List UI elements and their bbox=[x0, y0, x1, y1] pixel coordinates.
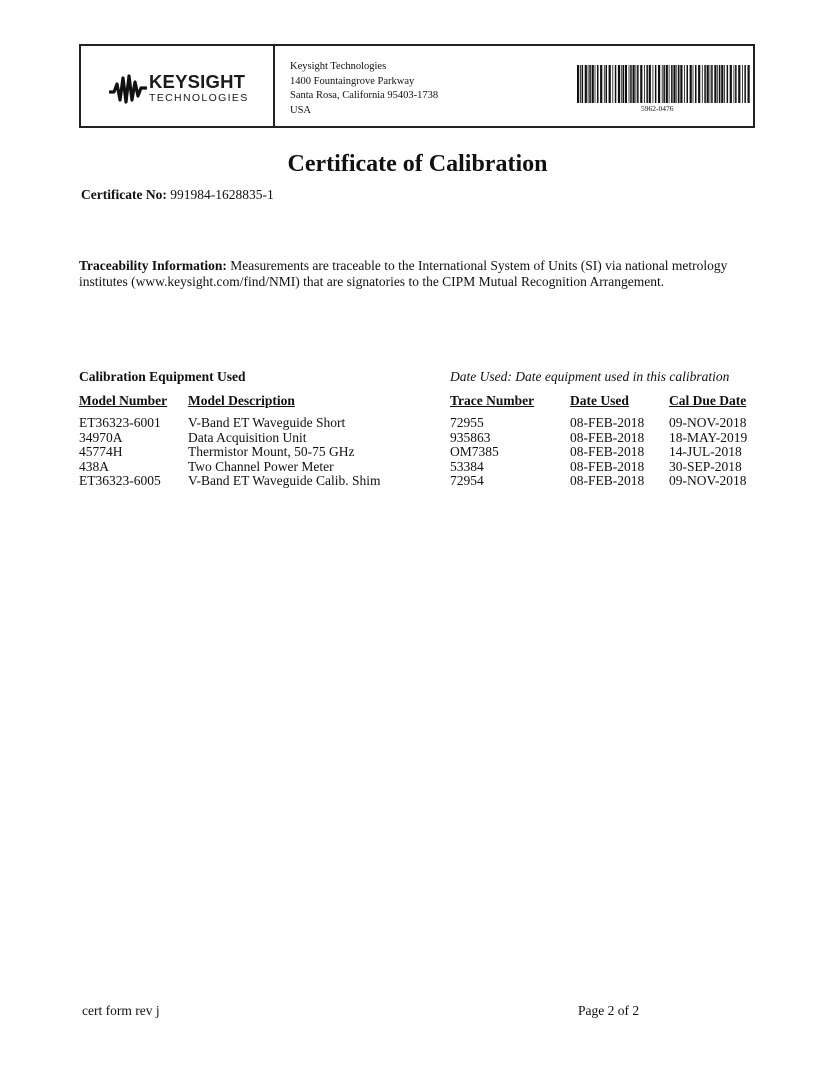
trace-number: 53384 bbox=[450, 458, 484, 474]
address-line: 1400 Fountaingrove Parkway bbox=[290, 75, 415, 87]
barcode-bar bbox=[609, 65, 611, 103]
table-row bbox=[0, 416, 835, 431]
barcode-bar bbox=[744, 65, 746, 103]
barcode-bar bbox=[630, 65, 632, 103]
company-address bbox=[290, 60, 438, 118]
barcode-bar bbox=[666, 65, 668, 103]
barcode-bar bbox=[719, 65, 721, 103]
page-title: Certificate of Calibration bbox=[287, 151, 548, 177]
model-number: 45774H bbox=[79, 444, 123, 459]
barcode-bar bbox=[724, 65, 725, 103]
model-number: ET36323-6001 bbox=[79, 415, 161, 430]
barcode-bar bbox=[717, 65, 718, 103]
date-used: 08-FEB-2018 bbox=[570, 415, 645, 430]
column-header-model-number: Model Number bbox=[79, 393, 168, 408]
cal-due-date: 09-NOV-2018 bbox=[669, 473, 747, 488]
barcode-bar bbox=[669, 65, 670, 103]
barcode-bar bbox=[662, 65, 663, 103]
trace-number: 72955 bbox=[450, 415, 484, 430]
address-line: USA bbox=[290, 104, 312, 116]
barcode bbox=[577, 65, 751, 103]
barcode-bar bbox=[585, 65, 587, 103]
barcode-bar bbox=[625, 65, 627, 103]
table-row bbox=[0, 431, 835, 446]
table-row bbox=[0, 460, 835, 475]
barcode-bar bbox=[633, 65, 635, 103]
date-used: 08-FEB-2018 bbox=[570, 458, 645, 474]
barcode-bar bbox=[604, 65, 605, 103]
barcode-bar bbox=[714, 65, 716, 103]
barcode-bar bbox=[727, 65, 729, 103]
logo-word: KEYSIGHT bbox=[149, 71, 246, 92]
barcode-bar bbox=[637, 65, 639, 103]
barcode-bar bbox=[629, 65, 630, 103]
cal-due-date: 30-SEP-2018 bbox=[669, 458, 742, 474]
barcode-bar bbox=[678, 65, 680, 103]
column-header-model-description: Model Description bbox=[188, 393, 295, 408]
cal-due-date: 09-NOV-2018 bbox=[669, 415, 747, 430]
barcode-bar bbox=[640, 65, 642, 103]
barcode-bar bbox=[695, 65, 697, 103]
barcode-bar bbox=[600, 65, 602, 103]
table-row bbox=[0, 474, 835, 489]
barcode-bar bbox=[580, 65, 581, 103]
table-row bbox=[0, 445, 835, 460]
equipment-section-title: Calibration Equipment Used bbox=[79, 369, 246, 384]
barcode-bar bbox=[592, 65, 594, 103]
barcode-bar bbox=[649, 65, 651, 103]
date-used: 08-FEB-2018 bbox=[570, 473, 645, 488]
barcode-bar bbox=[646, 65, 648, 103]
header-box bbox=[79, 44, 755, 128]
address-line: Keysight Technologies bbox=[290, 61, 387, 72]
column-header-cal-due-date: Cal Due Date bbox=[669, 393, 747, 408]
trace-number: 72954 bbox=[450, 473, 484, 488]
model-number: 34970A bbox=[79, 429, 123, 445]
certificate-value: 991984-1628835-1 bbox=[170, 187, 274, 202]
barcode-bar bbox=[655, 65, 657, 103]
barcode-bar bbox=[738, 65, 740, 103]
barcode-bar bbox=[676, 65, 677, 103]
cal-due-date: 18-MAY-2019 bbox=[669, 429, 748, 445]
barcode-bar bbox=[653, 65, 654, 103]
trace-number: OM7385 bbox=[450, 444, 499, 459]
barcode-bar bbox=[707, 65, 709, 103]
barcode-bar bbox=[702, 65, 703, 103]
certificate-label: Certificate No: bbox=[81, 187, 167, 202]
barcode-bar bbox=[690, 65, 692, 103]
barcode-bar bbox=[588, 65, 589, 103]
certificate-number bbox=[81, 187, 274, 203]
barcode-number: 5962-0476 bbox=[641, 104, 674, 113]
form-revision: cert form rev j bbox=[82, 1003, 160, 1018]
address-line: Santa Rosa, California 95403-1738 bbox=[290, 90, 439, 101]
barcode-bar bbox=[644, 65, 645, 103]
model-description: Data Acquisition Unit bbox=[188, 429, 307, 445]
barcode-bar bbox=[618, 65, 620, 103]
barcode-bar bbox=[680, 65, 682, 103]
barcode-bar bbox=[673, 65, 675, 103]
barcode-bar bbox=[597, 65, 599, 103]
logo-sub: TECHNOLOGIES bbox=[149, 92, 249, 104]
barcode-bar bbox=[589, 65, 591, 103]
barcode-bar bbox=[687, 65, 689, 103]
barcode-bar bbox=[734, 65, 735, 103]
barcode-bar bbox=[735, 65, 737, 103]
barcode-bar bbox=[606, 65, 608, 103]
date-used-note: Date Used: Date equipment used in this calibration bbox=[450, 369, 730, 384]
header-divider bbox=[273, 46, 275, 126]
barcode-bar bbox=[623, 65, 625, 103]
barcode-bar bbox=[730, 65, 732, 103]
barcode-bar bbox=[748, 65, 750, 103]
barcode-bar bbox=[742, 65, 743, 103]
keysight-logo bbox=[109, 70, 259, 110]
barcode-bar bbox=[663, 65, 665, 103]
date-used: 08-FEB-2018 bbox=[570, 429, 645, 445]
barcode-bar bbox=[582, 65, 584, 103]
barcode-bar bbox=[710, 65, 711, 103]
barcode-bar bbox=[704, 65, 706, 103]
model-number: ET36323-6005 bbox=[79, 473, 161, 488]
barcode-bar bbox=[636, 65, 637, 103]
model-description: Two Channel Power Meter bbox=[188, 458, 334, 474]
barcode-bar bbox=[615, 65, 617, 103]
column-header-date-used: Date Used bbox=[570, 393, 629, 408]
model-description: Thermistor Mount, 50-75 GHz bbox=[188, 444, 355, 459]
barcode-bar bbox=[711, 65, 713, 103]
traceability-label: Traceability Information: bbox=[79, 258, 227, 273]
barcode-bar bbox=[684, 65, 685, 103]
column-header-trace-number: Trace Number bbox=[450, 393, 535, 408]
model-description: V-Band ET Waveguide Calib. Shim bbox=[188, 473, 381, 488]
barcode-bar bbox=[621, 65, 622, 103]
barcode-bar bbox=[595, 65, 596, 103]
barcode-bar bbox=[693, 65, 694, 103]
page-number: Page 2 of 2 bbox=[578, 1003, 640, 1018]
traceability-text: Measurements are traceable to the International System of Units (SI) via national metrology institutes (www.keysight.com/find/NMI) that are signatories to the CIPM Mutual Recognition Arrangement. bbox=[79, 258, 728, 289]
traceability-info bbox=[79, 258, 759, 289]
model-number: 438A bbox=[79, 458, 109, 474]
barcode-bar bbox=[658, 65, 660, 103]
equipment-table bbox=[0, 416, 835, 489]
barcode-bar bbox=[612, 65, 613, 103]
trace-number: 935863 bbox=[450, 429, 491, 445]
barcode-bar bbox=[577, 65, 579, 103]
barcode-bar bbox=[671, 65, 673, 103]
model-description: V-Band ET Waveguide Short bbox=[188, 415, 346, 430]
date-used: 08-FEB-2018 bbox=[570, 444, 645, 459]
barcode-bar bbox=[721, 65, 723, 103]
cal-due-date: 14-JUL-2018 bbox=[669, 444, 742, 459]
keysight-wave-icon bbox=[109, 72, 147, 106]
barcode-bar bbox=[698, 65, 700, 103]
